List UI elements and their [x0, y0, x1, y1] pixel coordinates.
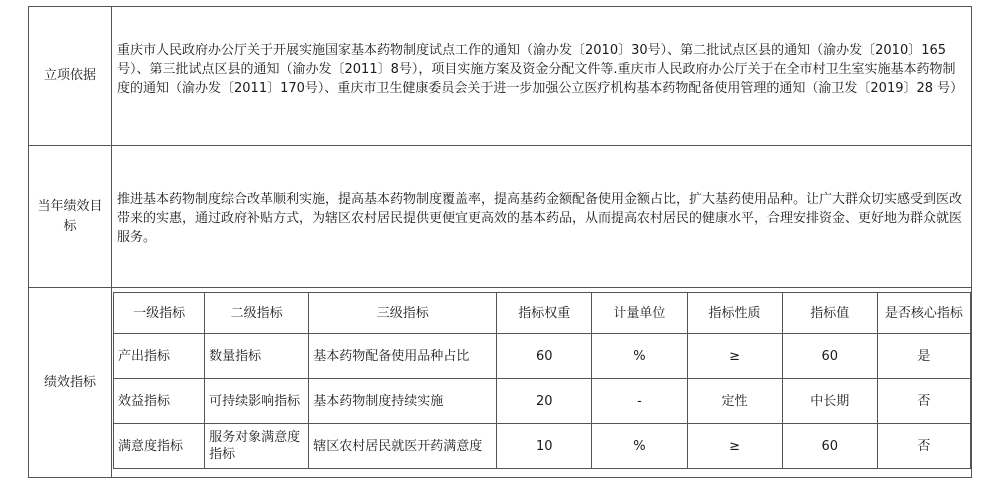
indicator-header-row	[114, 293, 971, 334]
table-row	[114, 424, 971, 469]
goal-label: 当年绩效目标	[29, 146, 112, 287]
indicator-table	[113, 292, 971, 469]
header-level1: 一级指标	[114, 293, 205, 334]
cell-level1: 效益指标	[114, 379, 205, 424]
table-row	[114, 334, 971, 379]
header-level2: 二级指标	[205, 293, 309, 334]
header-unit: 计量单位	[592, 293, 687, 334]
cell-value: 60	[782, 424, 877, 469]
cell-level2: 服务对象满意度指标	[205, 424, 309, 469]
indicator-row	[29, 288, 971, 477]
cell-unit: -	[592, 379, 687, 424]
cell-unit: %	[592, 424, 687, 469]
cell-level3: 基本药物配备使用品种占比	[309, 334, 497, 379]
cell-core: 否	[877, 424, 970, 469]
cell-level3: 辖区农村居民就医开药满意度	[309, 424, 497, 469]
basis-row	[29, 7, 971, 146]
header-value: 指标值	[782, 293, 877, 334]
table-row	[114, 379, 971, 424]
cell-nature: 定性	[687, 379, 782, 424]
indicator-label: 绩效指标	[29, 288, 112, 477]
cell-weight: 20	[497, 379, 592, 424]
project-table	[28, 6, 972, 478]
cell-unit: %	[592, 334, 687, 379]
cell-core: 是	[877, 334, 970, 379]
basis-text: 重庆市人民政府办公厅关于开展实施国家基本药物制度试点工作的通知（渝办发〔2010〕30号）、第二批试点区县的通知（渝办发〔2010〕165号）、第三批试点区县的通知（渝办发〔2011〕8号），项目实施方案及资金分配文件等.重庆市人民政府办公厅关于在全市村卫生室实施基本药物制度的通知（渝办发〔2011〕170号）、重庆市卫生健康委员会关于进一步加强公立医疗机构基本药物配备使用管理的通知（渝卫发〔2019〕28 号）	[117, 43, 964, 96]
header-core: 是否核心指标	[877, 293, 970, 334]
cell-level3: 基本药物制度持续实施	[309, 379, 497, 424]
cell-nature: ≥	[687, 334, 782, 379]
cell-level1: 产出指标	[114, 334, 205, 379]
cell-level2: 可持续影响指标	[205, 379, 309, 424]
cell-value: 中长期	[782, 379, 877, 424]
cell-level2: 数量指标	[205, 334, 309, 379]
header-weight: 指标权重	[497, 293, 592, 334]
cell-value: 60	[782, 334, 877, 379]
goal-text: 推进基本药物制度综合改革顺利实施，提高基本药物制度覆盖率，提高基药金额配备使用金额占比，扩大基药使用品种。让广大群众切实感受到医改带来的实惠，通过政府补贴方式，为辖区农村居民提供更便宜更高效的基本药品，从而提高农村居民的健康水平，合理安排资金、更好地为群众就医服务。	[117, 192, 963, 245]
goal-row	[29, 146, 971, 288]
cell-weight: 10	[497, 424, 592, 469]
header-level3: 三级指标	[309, 293, 497, 334]
cell-nature: ≥	[687, 424, 782, 469]
cell-weight: 60	[497, 334, 592, 379]
cell-level1: 满意度指标	[114, 424, 205, 469]
basis-label: 立项依据	[29, 7, 112, 145]
header-nature: 指标性质	[687, 293, 782, 334]
cell-core: 否	[877, 379, 970, 424]
